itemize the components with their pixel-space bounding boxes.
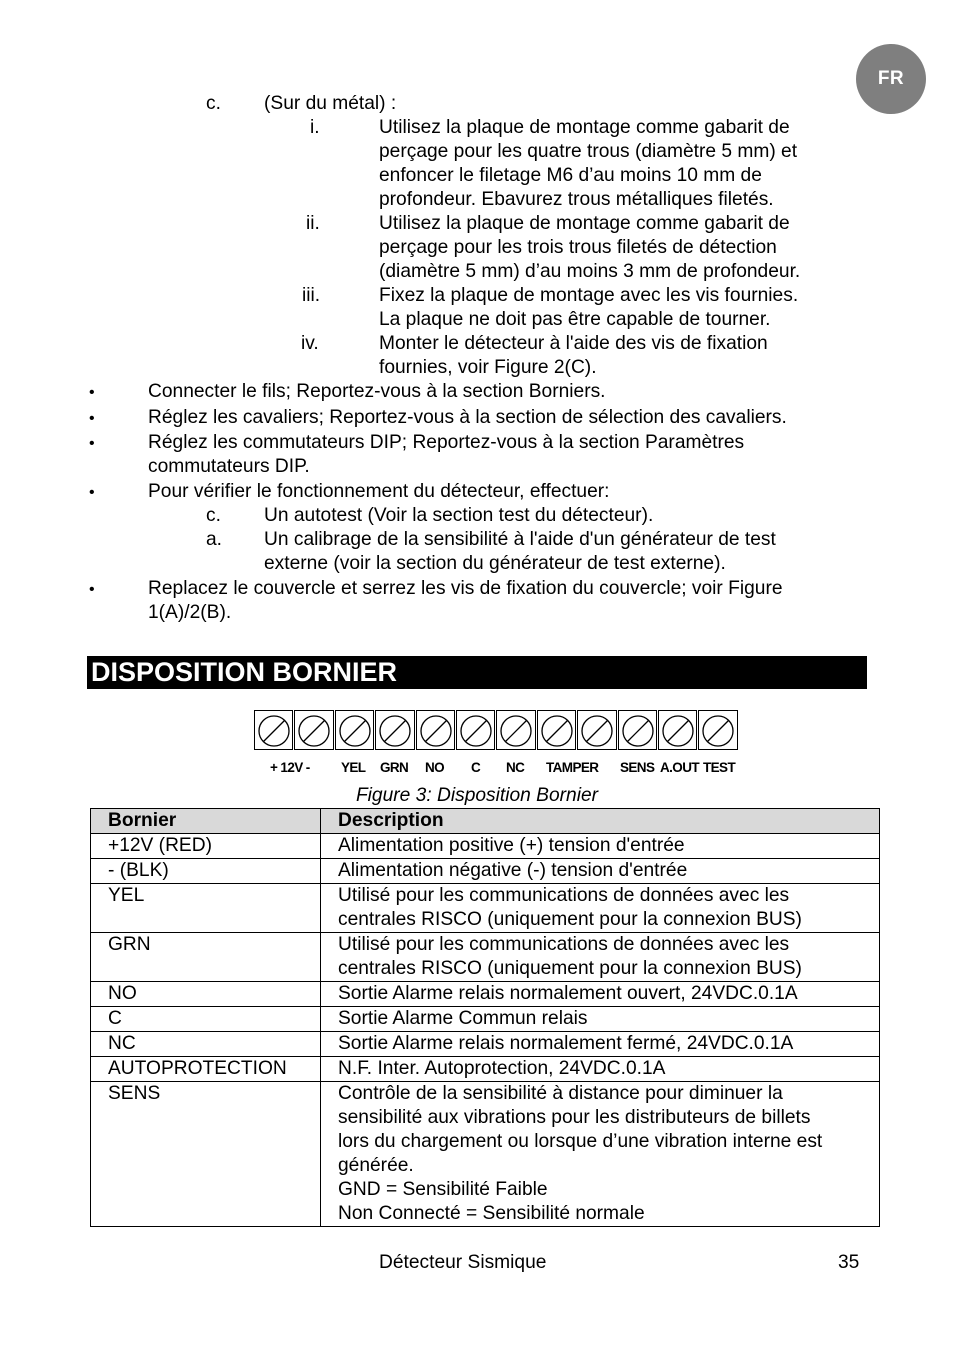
screw-terminal-icon <box>658 710 697 750</box>
bullet-item: Réglez les commutateurs DIP; Reportez-vous à la section Paramètres commutateurs DIP. <box>148 432 745 477</box>
terminal-label: C <box>471 760 481 775</box>
table-row <box>91 1007 880 1032</box>
section-heading: DISPOSITION BORNIER <box>87 656 867 689</box>
terminal-cell: NC <box>91 1032 321 1057</box>
list-marker-c: c. <box>206 93 221 114</box>
terminal-cell: GRN <box>91 933 321 982</box>
description-cell: N.F. Inter. Autoprotection, 24VDC.0.1A <box>321 1057 880 1082</box>
terminal-label: NC <box>506 760 525 775</box>
terminal-cell: SENS <box>91 1082 321 1227</box>
terminal-cell: YEL <box>91 884 321 933</box>
roman-marker-ii: ii. <box>306 213 320 234</box>
table-row <box>91 834 880 859</box>
roman-marker-iv: iv. <box>301 333 319 354</box>
table-row <box>91 1057 880 1082</box>
sub-item-metal: (Sur du métal) : <box>264 93 397 114</box>
description-cell: Sortie Alarme Commun relais <box>321 1007 880 1032</box>
screw-terminal-icon <box>496 710 535 750</box>
roman-marker-iii: iii. <box>302 285 321 306</box>
terminal-label: + 12V - <box>270 760 310 775</box>
screw-terminal-icon <box>618 710 657 750</box>
screw-terminal-icon <box>537 710 576 750</box>
screw-terminal-icon <box>456 710 495 750</box>
bullet-dot: • <box>89 484 95 501</box>
column-header: Description <box>321 809 880 834</box>
terminal-cell: NO <box>91 982 321 1007</box>
description-cell: Sortie Alarme relais normalement fermé, 24VDC.0.1A <box>321 1032 880 1057</box>
table-row <box>91 884 880 933</box>
bullet-dot: • <box>89 410 95 427</box>
terminal-label: TAMPER <box>546 760 599 775</box>
page-number: 35 <box>838 1252 860 1273</box>
screw-terminal-icon <box>335 710 374 750</box>
column-header: Bornier <box>91 809 321 834</box>
description-cell: Sortie Alarme relais normalement ouvert, 24VDC.0.1A <box>321 982 880 1007</box>
roman-item-iv: Monter le détecteur à l'aide des vis de fixation fournies, voir Figure 2(C). <box>379 333 768 378</box>
language-badge: FR <box>856 44 926 114</box>
bullet-dot: • <box>89 435 95 452</box>
terminal-block-figure <box>254 710 739 750</box>
figure-caption: Figure 3: Disposition Bornier <box>355 785 599 806</box>
roman-item-i: Utilisez la plaque de montage comme gabarit de perçage pour les quatre trous (diamètre 5 mm) et enfoncer le filetage M6 d’au moins 10 mm de profondeur. Ebavurez trous métalliques filetés. <box>379 117 798 210</box>
roman-item-iii: Fixez la plaque de montage avec les vis fournies. La plaque ne doit pas être capable de tourner. <box>379 285 799 330</box>
description-cell: Utilisé pour les communications de données avec les centrales RISCO (uniquement pour la connexion BUS) <box>321 884 880 933</box>
roman-item-ii: Utilisez la plaque de montage comme gabarit de perçage pour les trois trous filetés de détection (diamètre 5 mm) d’au moins 3 mm de profondeur. <box>379 213 801 282</box>
table-row <box>91 1032 880 1057</box>
step-marker-a: a. <box>206 529 223 550</box>
terminal-cell: C <box>91 1007 321 1032</box>
terminal-label: A.OUT <box>660 760 699 775</box>
screw-terminal-icon <box>254 710 293 750</box>
terminal-label: NO <box>425 760 445 775</box>
screw-terminal-icon <box>577 710 616 750</box>
bullet-item: Réglez les cavaliers; Reportez-vous à la section de sélection des cavaliers. <box>148 407 787 428</box>
screw-terminal-icon <box>294 710 333 750</box>
terminal-table <box>90 808 880 1227</box>
screw-terminal-icon <box>698 710 737 750</box>
bullet-item: Pour vérifier le fonctionnement du détecteur, effectuer: <box>148 481 610 502</box>
terminal-cell: AUTOPROTECTION <box>91 1057 321 1082</box>
verify-step: Un autotest (Voir la section test du détecteur). <box>264 505 654 526</box>
verify-step: Un calibrage de la sensibilité à l'aide d'un générateur de test externe (voir la section du générateur de test externe). <box>264 529 776 574</box>
footer-title: Détecteur Sismique <box>379 1252 547 1273</box>
table-row <box>91 982 880 1007</box>
table-row <box>91 1082 880 1227</box>
screw-terminal-icon <box>375 710 414 750</box>
bullet-item: Connecter le fils; Reportez-vous à la section Borniers. <box>148 381 606 402</box>
terminal-label: SENS <box>620 760 655 775</box>
step-marker-c: c. <box>206 505 221 526</box>
terminal-cell: +12V (RED) <box>91 834 321 859</box>
roman-marker-i: i. <box>310 117 320 138</box>
description-cell: Alimentation positive (+) tension d'entrée <box>321 834 880 859</box>
terminal-label: TEST <box>703 760 736 775</box>
terminal-label: GRN <box>380 760 409 775</box>
description-cell: Contrôle de la sensibilité à distance pour diminuer la sensibilité aux vibrations pour les distributeurs de billets lors du chargement ou lorsque d’une vibration interne est générée. GND = Sensibilité Faible Non Connecté = Sensibilité normale <box>321 1082 880 1227</box>
description-cell: Utilisé pour les communications de données avec les centrales RISCO (uniquement pour la connexion BUS) <box>321 933 880 982</box>
description-cell: Alimentation négative (-) tension d'entrée <box>321 859 880 884</box>
terminal-label: YEL <box>341 760 366 775</box>
bullet-dot: • <box>89 581 95 598</box>
terminal-cell: - (BLK) <box>91 859 321 884</box>
table-row <box>91 859 880 884</box>
table-header-row <box>91 809 880 834</box>
screw-terminal-icon <box>416 710 455 750</box>
bullet-dot: • <box>89 384 95 401</box>
table-row <box>91 933 880 982</box>
bullet-item: Replacez le couvercle et serrez les vis de fixation du couvercle; voir Figure 1(A)/2(B). <box>148 578 783 623</box>
